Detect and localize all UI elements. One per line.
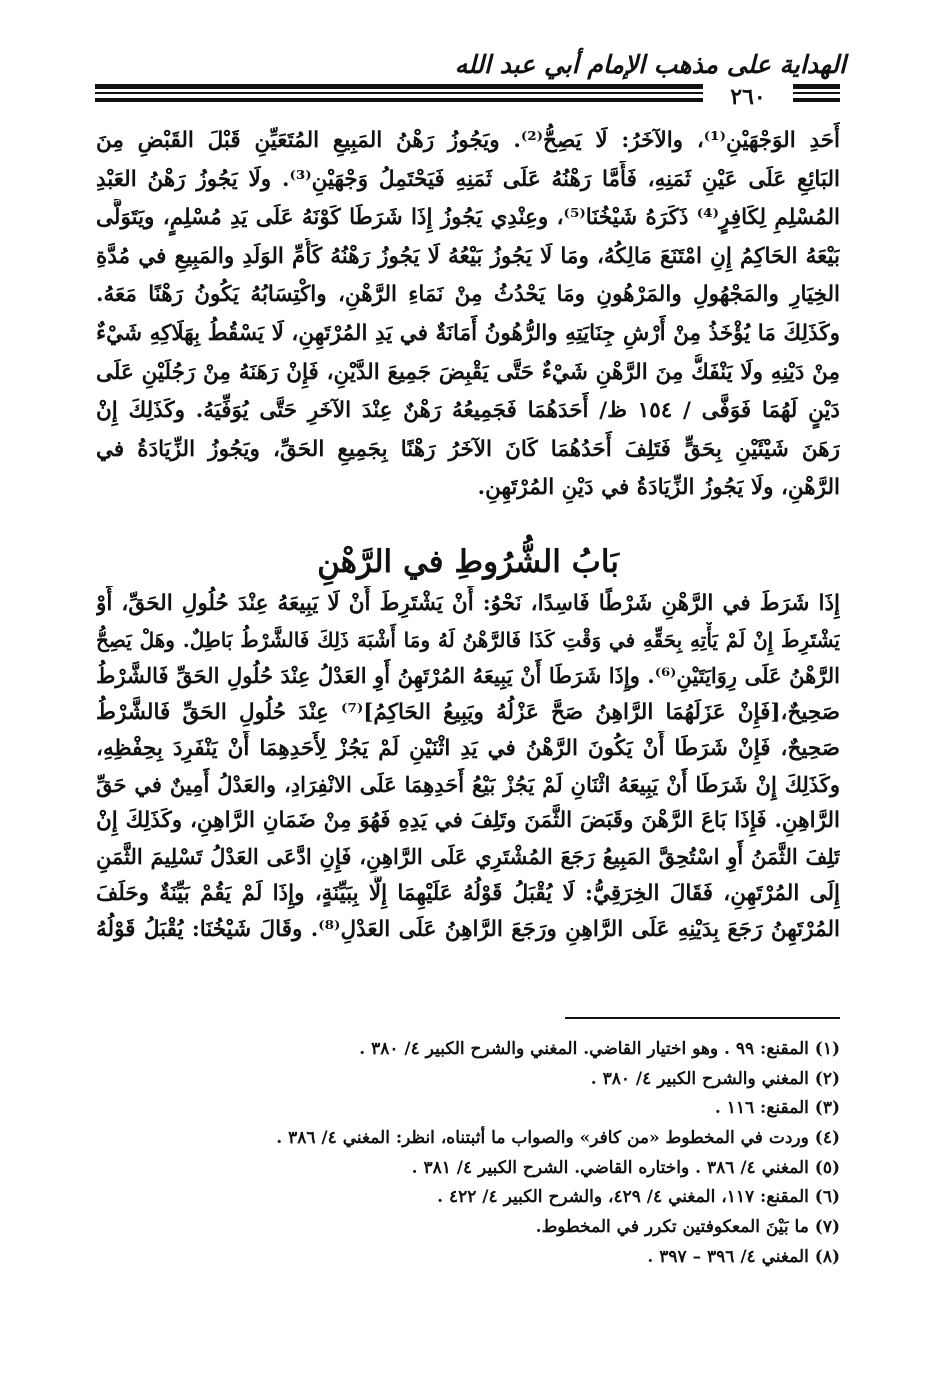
footnotes xyxy=(160,1035,840,1273)
text-line: المُسْلِمِ لِكَافِرٍ⁽⁴⁾ ذَكَرَهُ شَيْخُنَا⁽⁵⁾، وعِنْدِي يَجُوزُ إِذَا شَرَطَا كَوْنَهُ عَلَى يَدِ مُسْلِمٍ، ويَتَوَلَّى xyxy=(96,205,840,231)
text-line: الخِيَارِ والمَجْهُولِ والمَرْهُونِ ومَا يَحْدُثُ مِنْ نَمَاءِ الرَّهْنِ، واكْتِسَابُهُ يَكُونُ رَهْنًا مَعَهُ. xyxy=(96,282,840,308)
footnote: (٤) وردت في المخطوط «من كافر» والصواب ما أثبتناه، انظر: المغني ٤/ ٣٨٦ . xyxy=(276,1128,840,1149)
text-line: البَائِعِ عَلَى عَيْنِ ثَمَنِهِ، فَأَمَّا رَهْنُهُ عَلَى ثَمَنِهِ فَيَحْتَمِلُ وَجْهَيْنِ⁽³⁾. ولَا يَجُوزُ رَهْنُ العَبْدِ xyxy=(96,166,840,192)
text-line: الرَّهْنِ، ولَا يَجُوزُ الزِّيَادَةُ في دَيْنِ المُرْتَهِنِ. xyxy=(477,475,840,501)
text-line: بَيْعَهُ الحَاكِمُ إِنِ امْتَنَعَ مَالِكُهُ، ومَا لَا يَجُوزُ بَيْعُهُ لَا يَجُوزُ رَهْنُهُ كَأُمِّ الوَلَدِ والمَبِيعِ في مُدَّةِ xyxy=(96,243,840,269)
page-number: ٢٦٠ xyxy=(703,84,793,110)
text-line: تَلِفَ الثَّمَنُ أَوِ اسْتُحِقَّ المَبِيعُ رَجَعَ المُشْتَرِي عَلَى الرَّاهِنِ، فَإِنِ ادَّعَى العَدْلُ تَسْلِيمَ الثَّمَنِ xyxy=(96,844,840,870)
footnote: (٧) ما بَيْنَ المعكوفتين تكرر في المخطوط. xyxy=(535,1217,840,1238)
text-line: يَشْتَرِطَ إِنْ لَمْ يَأْتِهِ بِحَقِّهِ في وَقْتِ كَذَا فَالرَّهْنُ لَهُ ومَا أَشْبَهَ ذَلِكَ فَالشَّرْطُ بَاطِلٌ. وهَلْ يَصِحُّ xyxy=(96,628,840,653)
text-line: الرَّهْنُ عَلَى رِوَايَتَيْنِ⁽⁶⁾. وإِذَا شَرَطَا أَنْ يَبِيعَهُ المُرْتَهِنُ أَوِ العَدْلُ عِنْدَ حُلُولِ الحَقِّ فَالشَّرْطُ xyxy=(96,663,840,689)
footnote: (٦) المقنع: ١١٧، المغني ٤/ ٤٢٩، والشرح الكبير ٤/ ٤٢٢ . xyxy=(437,1187,840,1208)
footnote: (٢) المغني والشرح الكبير ٤/ ٣٨٠ . xyxy=(590,1068,840,1089)
text-line: وكَذَلِكَ إِنْ شَرَطَا أَنْ يَبِيعَهُ اثْنَانِ لَمْ يَجُزْ بَيْعُ أَحَدِهِمَا عَلَى الانْفِرَادِ، والعَدْلُ أَمِينٌ في حَقِّ xyxy=(96,771,840,797)
text-line: صَحِيحٌ، فَإِنْ شَرَطَا أَنْ يَكُونَ الرَّهْنُ في يَدِ اثْنَيْنِ لَمْ يَجُزْ لِأَحَدِهِمَا أَنْ يَنْفَرِدَ بِحِفْظِهِ، xyxy=(96,735,840,761)
chapter-text xyxy=(96,586,840,948)
text-line: إِذَا شَرَطَ في الرَّهْنِ شَرْطًا فَاسِدًا، نَحْوُ: أَنْ يَشْتَرِطَ أَنْ لَا يَبِيعَهُ عِنْدَ حُلُولِ الحَقِّ، أَوْ xyxy=(96,591,840,616)
text-line: الرَّاهِنِ. فَإِذَا بَاعَ الرَّهْنَ وقَبَضَ الثَّمَنَ وتَلِفَ في يَدِهِ فَهُوَ مِنْ ضَمَانِ الرَّاهِنِ، وكَذَلِكَ إِنْ xyxy=(96,808,840,834)
footnote-rule xyxy=(565,1017,840,1019)
chapter-heading: بَابُ الشُّرُوطِ في الرَّهْنِ xyxy=(317,544,619,580)
main-text xyxy=(96,122,840,508)
text-line: إِلَى المُرْتَهِنِ، فَقَالَ الخِرَقِيُّ: لَا يُقْبَلُ قَوْلُهُ عَلَيْهِمَا إِلَّا بِبَيِّنَةٍ، وإِذَا لَمْ يَقُمْ بَيِّنَةٌ وحَلَفَ xyxy=(96,880,840,906)
running-title: الهداية على مذهب الإمام أبي عبد الله xyxy=(454,50,846,79)
footnote: (٨) المغني ٤/ ٣٩٦ – ٣٩٧ . xyxy=(647,1246,840,1267)
text-line: دَيْنٍ لَهُمَا فَوَفَّى / ١٥٤ ظ/ أَحَدَهُمَا فَجَمِيعُهُ رَهْنٌ عِنْدَ الآخَرِ حَتَّى يُوَفِّيَهُ. وكَذَلِكَ إِنْ xyxy=(96,398,840,424)
footnote: (٣) المقنع: ١١٦ . xyxy=(714,1098,840,1119)
text-line: المُرْتَهِنُ رَجَعَ بِدَيْنِهِ عَلَى الرَّاهِنِ ورَجَعَ الرَّاهِنُ عَلَى العَدْلِ⁽⁸⁾. وقَالَ شَيْخُنَا: يُقْبَلُ قَوْلُهُ xyxy=(96,916,840,942)
text-line: رَهَنَ شَيْئَيْنِ بِحَقٍّ فَتَلِفَ أَحَدُهُمَا كَانَ الآخَرُ رَهْنًا بِجَمِيعِ الحَقِّ، ويَجُوزُ الزِّيَادَةُ في xyxy=(96,436,840,462)
text-line: وكَذَلِكَ مَا يُؤْخَذُ مِنْ أَرْشِ جِنَايَتِهِ والرُّهُونُ أَمَانَةٌ في يَدِ المُرْتَهِنِ، لَا يَسْقُطُ بِهَلَاكِهِ شَيْءٌ xyxy=(96,320,840,346)
footnote: (٥) المغني ٤/ ٣٨٦ . واختاره القاضي. الشرح الكبير ٤/ ٣٨١ . xyxy=(411,1157,840,1178)
footnote: (١) المقنع: ٩٩ . وهو اختيار القاضي. المغني والشرح الكبير ٤/ ٣٨٠ . xyxy=(359,1039,840,1059)
text-line: مِنْ دَيْنِهِ ولَا يَنْفَكُّ مِنَ الرَّهْنِ شَيْءٌ حَتَّى يَقْبِضَ جَمِيعَ الدَّيْنِ، فَإِنْ رَهَنَهُ مِنْ رَجُلَيْنِ عَلَى xyxy=(96,359,840,385)
text-line: أَحَدِ الوَجْهَيْنِ⁽¹⁾، والآخَرُ: لَا يَصِحُّ⁽²⁾. ويَجُوزُ رَهْنُ المَبِيعِ المُتَعَيِّنِ قَبْلَ القَبْضِ مِنَ xyxy=(96,128,840,153)
text-line: صَحِيحٌ،[فَإِنْ عَزَلَهُمَا الرَّاهِنُ صَحَّ عَزْلُهُ ويَبِيعُ الحَاكِمُ]⁽⁷⁾ عِنْدَ حُلُولِ الحَقِّ فَالشَّرْطُ xyxy=(96,699,840,725)
